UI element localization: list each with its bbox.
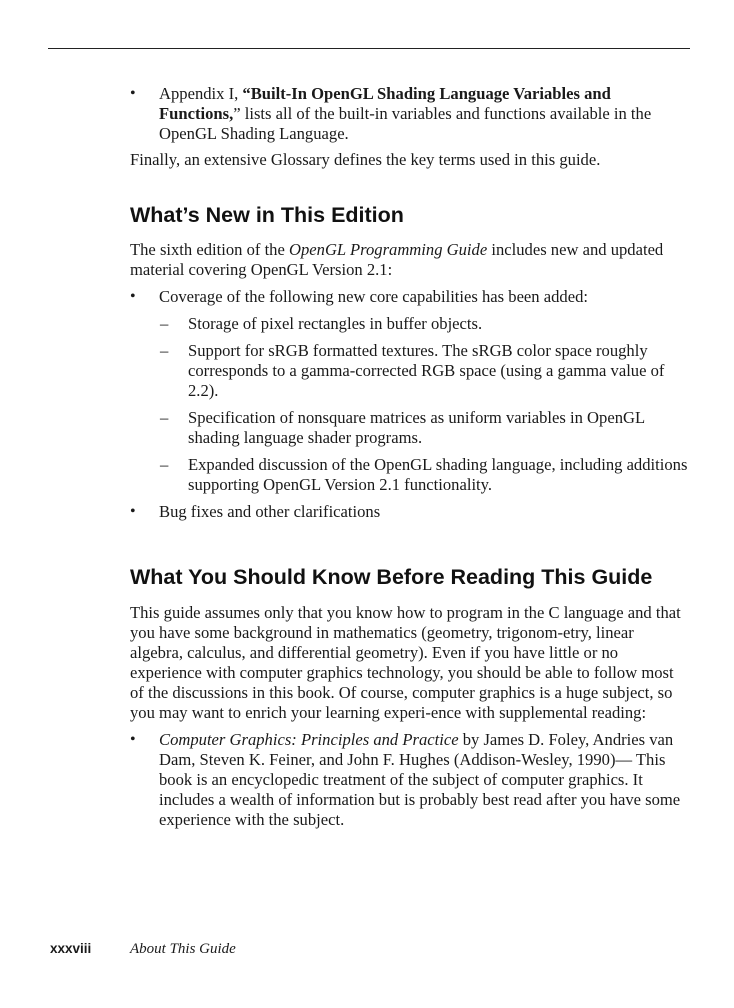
coverage-text: Coverage of the following new core capabilities has been added: [159,287,588,306]
list-item-foley-book [130,730,690,830]
sublist-item [130,341,690,401]
whats-new-intro-post: includes new and updated material covering OpenGL Version 2.1: [130,240,664,279]
page-body [130,84,690,830]
appendix-title: “Built-In OpenGL Shading Language Variables and Functions, [159,84,611,123]
whats-new-intro [130,240,690,280]
bullet-mark: • [130,85,136,102]
sublist-item-text: Support for sRGB formatted textures. The sRGB color space roughly corresponds to a gamma-corrected RGB space (using a gamma value of 2.2). [188,341,665,400]
list-item-bug-fixes [130,502,690,522]
sublist-item-text: Storage of pixel rectangles in buffer objects. [188,314,483,333]
glossary-paragraph: Finally, an extensive Glossary defines the key terms used in this guide. [130,150,601,169]
sublist-item [130,408,690,448]
dash-mark: – [160,408,169,427]
sublist-item-text: Specification of nonsquare matrices as uniform variables in OpenGL shading language shader programs. [188,408,645,447]
bullet-mark: • [130,503,136,520]
sublist-item-text: Expanded discussion of the OpenGL shading language, including additions supporting OpenGL Version 2.1 functionality. [188,455,688,494]
running-footer-title: About This Guide [130,941,236,957]
appendix-desc: ” lists all of the built-in variables and functions available in the OpenGL Shading Language. [159,104,652,143]
whats-new-intro-pre: The sixth edition of the [130,240,289,259]
sublist-item [130,455,690,495]
dash-mark: – [160,341,169,360]
bullet-mark: • [130,288,136,305]
dash-mark: – [160,455,169,474]
prerequisites-paragraph: This guide assumes only that you know how to program in the C language and that you have some background in mathematics (geometry, trigonom-etry, linear algebra, calculus, and differential geometry). Even if you have little or no experience with computer graphics technology, you should be able to follow most of the discussions in this book. Of course, computer graphics is a huge subject, so you may want to enrich your learning experi-ence with supplemental reading: [130,603,681,722]
bug-fixes-text: Bug fixes and other clarifications [159,502,381,521]
section-heading-prerequisites: What You Should Know Before Reading This Guide [130,565,653,589]
page-number: xxxviii [50,941,92,956]
foley-book-desc: by James D. Foley, Andries van Dam, Steven K. Feiner, and John F. Hughes (Addison-Wesley, 1990)— This book is an encyclopedic treatment of the subject of computer graphics. It includes a wealth of information but is probably best read after you have some experience with the subject. [159,730,681,829]
book-title-computer-graphics: Computer Graphics: Principles and Practice [159,730,459,749]
appendix-lead: Appendix I, [159,84,243,103]
sublist-item [130,314,690,334]
top-rule [48,48,690,49]
bullet-mark: • [130,731,136,748]
list-item-coverage [130,287,690,307]
book-title-opengl-guide: OpenGL Programming Guide [289,240,488,259]
section-heading-whats-new: What’s New in This Edition [130,203,404,227]
dash-mark: – [160,314,169,333]
list-item-appendix-i [130,84,690,144]
